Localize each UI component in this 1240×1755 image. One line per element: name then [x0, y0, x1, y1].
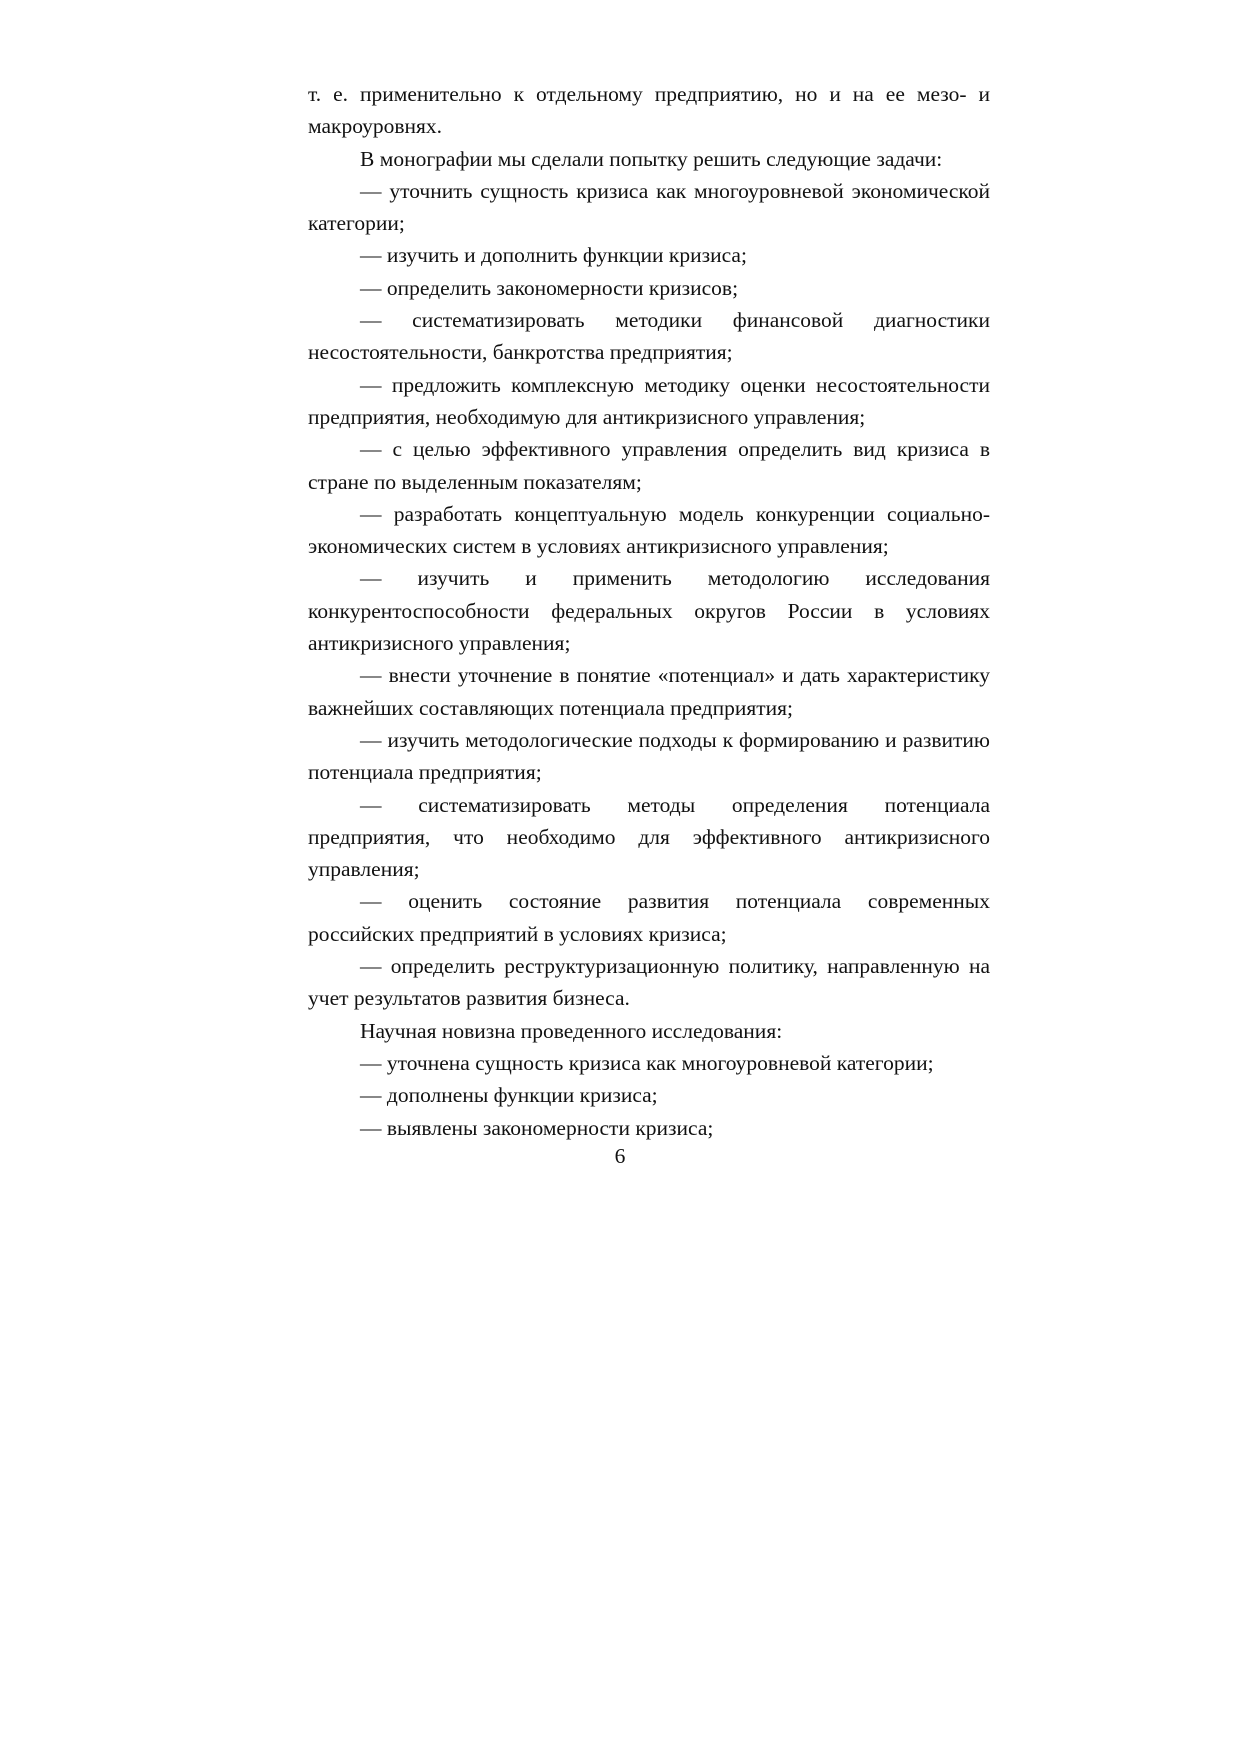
list-item-task-5: — предложить комплексную методику оценки несостоятельности предприятия, необходимую для антикризисного управления;: [308, 372, 990, 429]
list-item-task-11: — систематизировать методы определения потенциала предприятия, что необходимо для эффективного антикризисного управления;: [308, 792, 990, 882]
list-item-novelty-3: — выявлены закономерности кризиса;: [360, 1115, 714, 1140]
list-item-task-10: — изучить методологические подходы к формированию и развитию потенциала предприятия;: [308, 727, 990, 785]
list-item-task-3: — определить закономерности кризисов;: [360, 275, 739, 300]
page-number: 6: [614, 1144, 626, 1168]
list-item-task-4: — систематизировать методики финансовой диагностики несостоятельности, банкротства предприятия;: [308, 308, 990, 365]
list-item-task-7: — разработать концептуальную модель конкуренции социально-экономических систем в условиях антикризисного управления;: [308, 501, 990, 559]
paragraph-intro-continuation: т. е. применительно к отдельному предприятию, но и на ее мезо- и макроуровнях.: [308, 82, 990, 139]
list-item-task-6: — с целью эффективного управления определить вид кризиса в стране по выделенным показателям;: [308, 437, 990, 494]
list-item-novelty-1: — уточнена сущность кризиса как многоуровневой категории;: [360, 1050, 934, 1075]
list-item-task-9: — внести уточнение в понятие «потенциал» и дать характеристику важнейших составляющих потенциала предприятия;: [308, 663, 990, 720]
list-item-task-13: — определить реструктуризационную политику, направленную на учет результатов развития бизнеса.: [308, 954, 990, 1011]
list-item-task-8: — изучить и применить методологию исследования конкурентоспособности федеральных округов России в условиях антикризисного управления;: [308, 566, 990, 656]
list-item-novelty-2: — дополнены функции кризиса;: [360, 1083, 658, 1108]
document-page: [308, 78, 990, 1144]
list-item-task-2: — изучить и дополнить функции кризиса;: [360, 243, 747, 268]
list-item-task-1: — уточнить сущность кризиса как многоуровневой экономической категории;: [308, 178, 990, 236]
paragraph-tasks-heading: В монографии мы сделали попытку решить следующие задачи:: [360, 146, 943, 171]
paragraph-novelty-heading: Научная новизна проведенного исследования:: [360, 1018, 783, 1043]
list-item-task-12: — оценить состояние развития потенциала современных российских предприятий в условиях кризиса;: [308, 889, 990, 946]
